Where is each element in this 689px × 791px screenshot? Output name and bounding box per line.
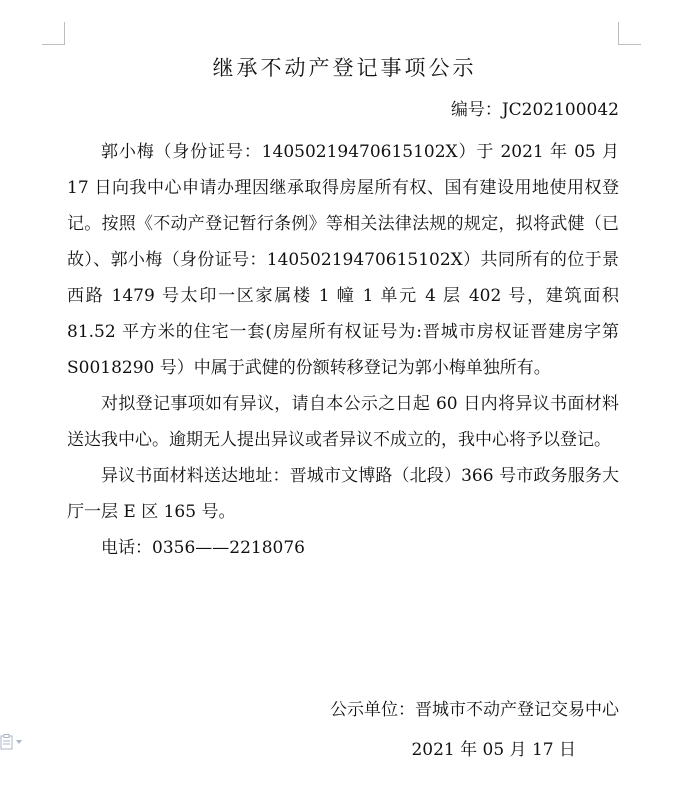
paragraph-objection: 对拟登记事项如有异议，请自本公示之日起 60 日内将异议书面材料送达我中心。逾期无人提出异议或者异议不成立的，我中心将予以登记。 [67,394,619,450]
clipboard-icon [0,734,14,750]
signature-unit: 公示单位：晋城市不动产登记交易中心 [330,700,619,720]
document-body [67,134,619,566]
document-title: 继承不动产登记事项公示 [212,56,477,80]
paragraph-phone: 电话：0356——2218076 [101,538,305,558]
signature-date: 2021 年 05 月 17 日 [411,740,576,760]
dropdown-arrow-icon [16,739,22,745]
crop-mark-top-left [42,22,65,45]
paragraph-main: 郭小梅（身份证号：14050219470615102X）于 2021 年 05 月 17 日向我中心申请办理因继承取得房屋所有权、国有建设用地使用权登记。按照《不动产登记暂行条例》等相关法律法规的规定，拟将武健（已故）、郭小梅（身份证号：14050219470615102X）共同所有的位于景西路 1479 号太印一区家属楼 1 幢 1 单元 4 层 402 号，建筑面积 81.52 平方米的住宅一套(房屋所有权证号为:晋城市房权证晋建房字第 S0018290 号）中属于武健的份额转移登记为郭小梅单独所有。 [67,142,619,378]
document-number: 编号：JC202100042 [450,100,619,120]
paste-options-icon[interactable] [0,734,26,750]
crop-mark-top-right [618,22,641,45]
paragraph-address: 异议书面材料送达地址：晋城市文博路（北段）366 号市政务服务大厅一层 E 区 165 号。 [67,466,619,522]
